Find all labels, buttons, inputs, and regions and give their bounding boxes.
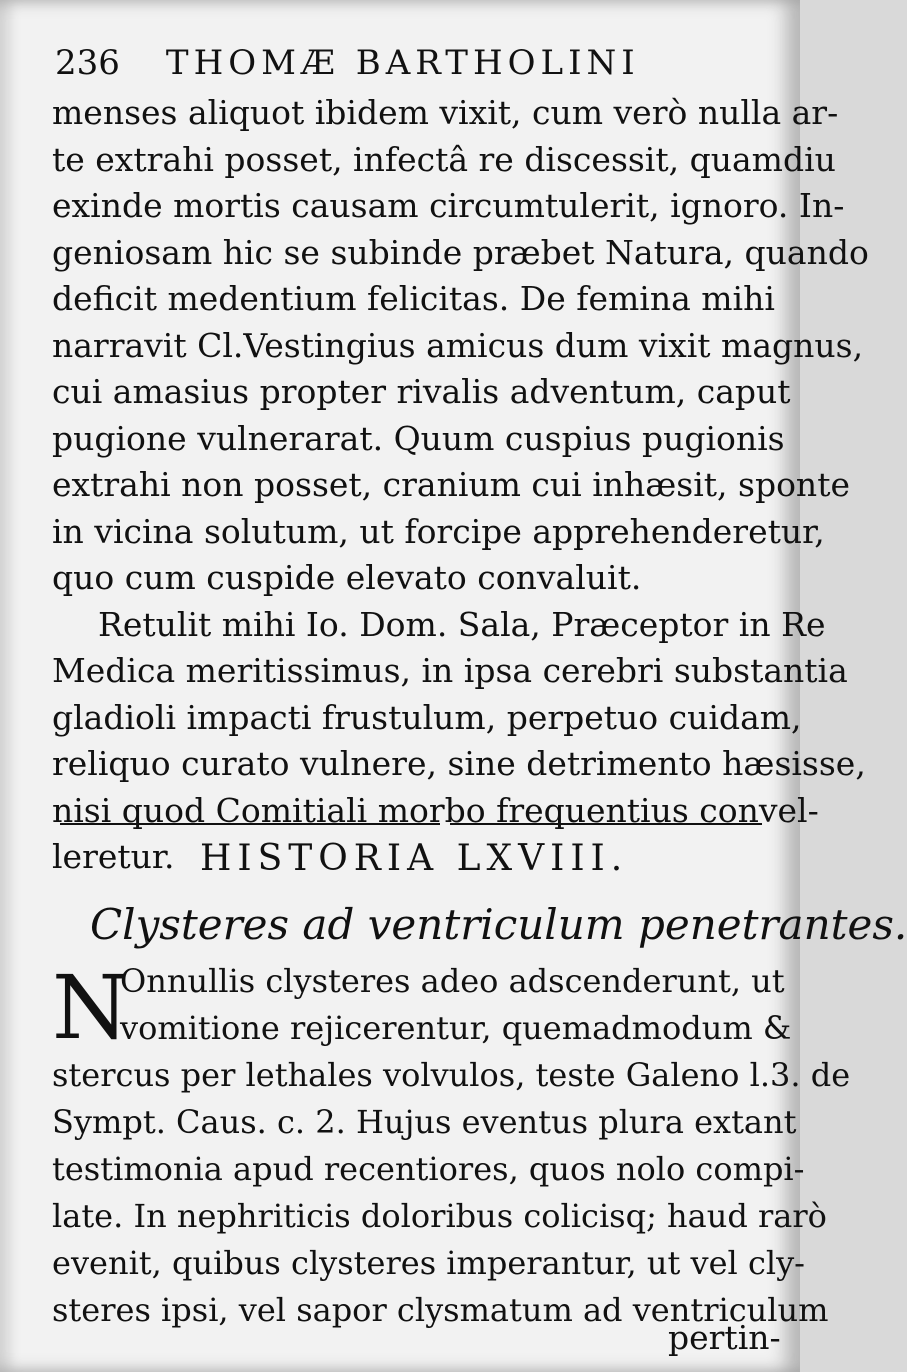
page-number: 236 (55, 43, 120, 83)
text-line: quo cum cuspide elevato convaluit. (52, 558, 642, 597)
text-line: vomitione rejicerentur, quemadmodum & (120, 1009, 792, 1047)
text-line: leretur. (52, 837, 175, 876)
section-divider-right (450, 823, 762, 825)
text-line: cui amasius propter rivalis adventum, caput (52, 372, 791, 411)
running-title: THOMÆ BARTHOLINI (165, 43, 640, 83)
text-line: Onnullis clysteres adeo adscenderunt, ut (120, 962, 785, 1000)
text-line: late. In nephriticis doloribus colicisq; haud rarò (52, 1197, 827, 1235)
text-line: reliquo curato vulnere, sine detrimento hæsisse, (52, 744, 866, 783)
section-title: HISTORIA LXVIII. (200, 838, 629, 879)
catchword: pertin- (668, 1318, 781, 1357)
paragraph-1 (52, 90, 869, 881)
text-line: pugione vulnerarat. Quum cuspius pugionis (52, 418, 785, 458)
text-line: gladioli impacti frustulum, perpetuo cuidam, (52, 697, 802, 737)
text-line: narravit Cl.Vestingius amicus dum vixit magnus, (52, 325, 864, 365)
text-line: exinde mortis causam circumtulerit, ignoro. In- (52, 186, 845, 225)
drop-cap: N (52, 956, 129, 1059)
paragraph-3 (52, 958, 851, 1334)
text-line: geniosam hic se subinde præbet Natura, quando (52, 232, 869, 272)
text-line: testimonia apud recentiores, quos nolo compi- (52, 1150, 805, 1188)
text-line: Medica meritissimus, in ipsa cerebri substantia (52, 651, 848, 690)
section-divider-left (60, 823, 440, 825)
text-line: stercus per lethales volvulos, teste Galeno l.3. de (52, 1056, 851, 1094)
text-line: menses aliquot ibidem vixit, cum verò nulla ar- (52, 93, 839, 132)
text-line: extrahi non posset, cranium cui inhæsit, sponte (52, 465, 850, 504)
text-line: Retulit mihi Io. Dom. Sala, Præceptor in Re (98, 604, 826, 644)
text-line: te extrahi posset, infectâ re discessit, quamdiu (52, 139, 836, 179)
text-line: in vicina solutum, ut forcipe apprehenderetur, (52, 511, 825, 551)
text-line: steres ipsi, vel sapor clysmatum ad ventriculum (52, 1291, 829, 1329)
text-line: nisi quod Comitiali morbo frequentius convel- (52, 790, 819, 830)
text-line: Sympt. Caus. c. 2. Hujus eventus plura extant (52, 1103, 797, 1141)
text-line: evenit, quibus clysteres imperantur, ut vel cly- (52, 1244, 805, 1282)
text-line: deficit medentium felicitas. De femina mihi (52, 279, 775, 318)
section-subtitle: Clysteres ad ventriculum penetrantes. (90, 900, 907, 949)
running-header (55, 38, 755, 88)
